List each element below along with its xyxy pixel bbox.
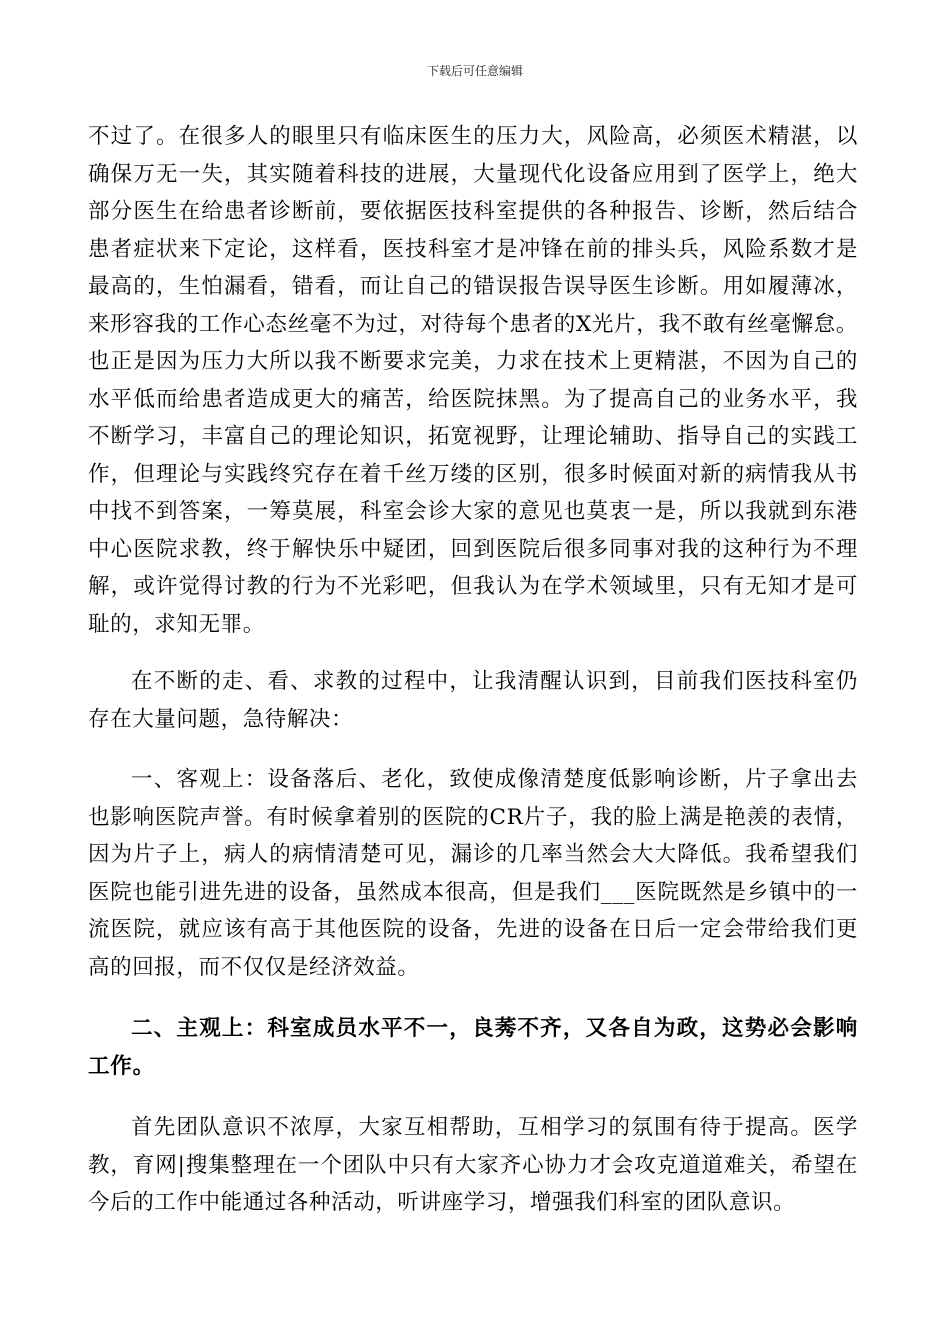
paragraph-team-awareness: 首先团队意识不浓厚，大家互相帮助，互相学习的氛围有待于提高。医学教，育网|搜集整理在一个团队中只有大家齐心协力才会攻克道道难关，希望在今后的工作中能通过各种活动，听讲座学习，增强我们科室的团队意识。 [88, 1115, 858, 1215]
page-header: 下载后可任意编辑 [426, 64, 523, 78]
paragraph-problems-intro: 在不断的走、看、求教的过程中，让我清醒认识到，目前我们医技科室仍存在大量问题，急待解决： [88, 669, 858, 732]
paragraph-objective: 一、客观上：设备落后、老化，致使成像清楚度低影响诊断，片子拿出去也影响医院声誉。有时候拿着别的医院的CR片子，我的脸上满是艳羡的表情，因为片子上，病人的病情清楚可见，漏诊的几率当然会大大降低。我希望我们医院也能引进先进的设备，虽然成本很高，但是我们___医院既然是乡镇中的一流医院，就应该有高于其他医院的设备，先进的设备在日后一定会带给我们更高的回报，而不仅仅是经济效益。 [88, 767, 858, 980]
document-body [88, 118, 858, 1222]
heading-subjective: 二、主观上：科室成员水平不一，良莠不齐，又各自为政，这势必会影响工作。 [88, 1016, 858, 1079]
paragraph-continuation: 不过了。在很多人的眼里只有临床医生的压力大，风险高，必须医术精湛，以确保万无一失，其实随着科技的进展，大量现代化设备应用到了医学上，绝大部分医生在给患者诊断前，要依据医技科室提供的各种报告、诊断，然后结合患者症状来下定论，这样看，医技科室才是冲锋在前的排头兵，风险系数才是最高的，生怕漏看，错看，而让自己的错误报告误导医生诊断。用如履薄冰，来形容我的工作心态丝毫不为过，对待每个患者的X光片，我不敢有丝毫懈怠。也正是因为压力大所以我不断要求完美，力求在技术上更精湛，不因为自己的水平低而给患者造成更大的痛苦，给医院抹黑。为了提高自己的业务水平，我不断学习，丰富自己的理论知识，拓宽视野，让理论辅助、指导自己的实践工作，但理论与实践终究存在着千丝万缕的区别，很多时候面对新的病情我从书中找不到答案，一筹莫展，科室会诊大家的意见也莫衷一是，所以我就到东港中心医院求教，终于解快乐中疑团，回到医院后很多同事对我的这种行为不理解，或许觉得讨教的行为不光彩吧，但我认为在学术领域里，只有无知才是可耻的，求知无罪。 [88, 124, 858, 637]
